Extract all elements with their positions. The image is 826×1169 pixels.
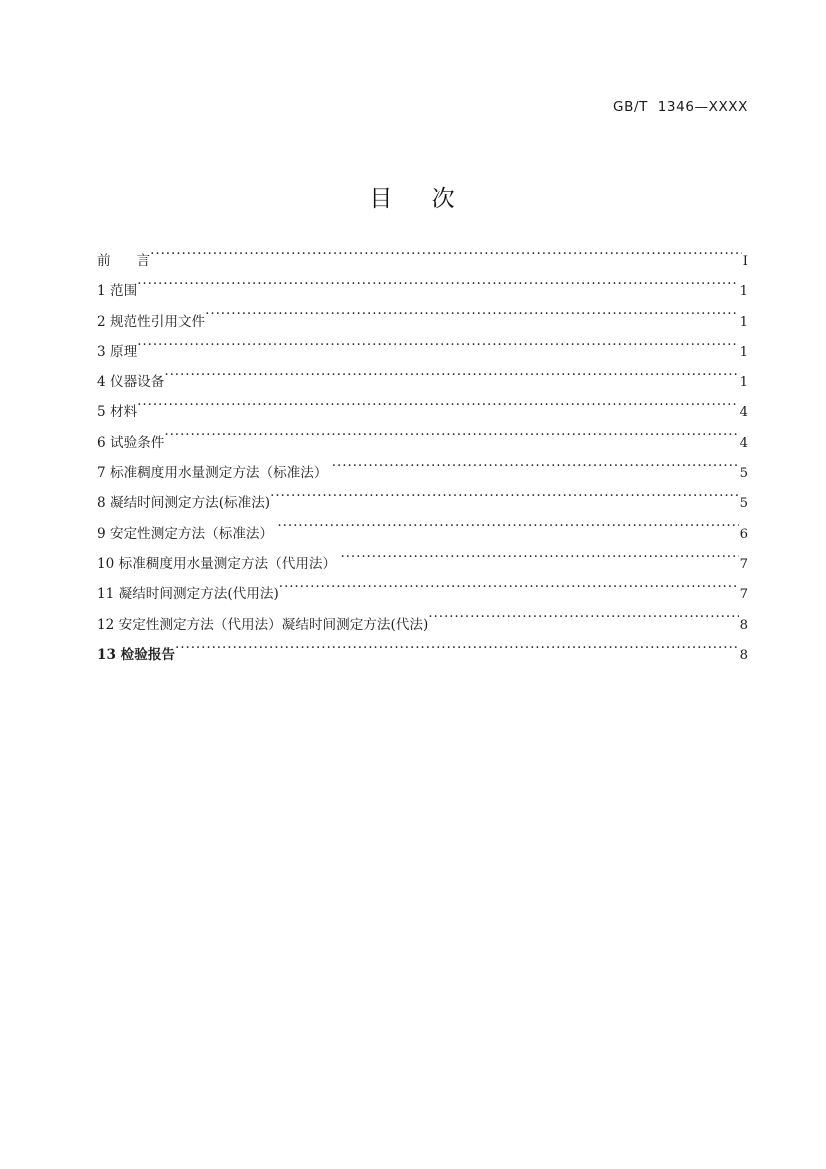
toc-leader-dots bbox=[137, 403, 738, 417]
toc-entry-page-number: 8 bbox=[739, 617, 748, 633]
toc-entry[interactable] bbox=[97, 276, 748, 306]
toc-entry-page-number: 4 bbox=[739, 435, 748, 451]
toc-entry-label: 5 材料 bbox=[97, 404, 138, 421]
toc-entry-label: 4 仪器设备 bbox=[97, 374, 165, 391]
toc-entry[interactable] bbox=[97, 519, 748, 549]
toc-entry-label: 3 原理 bbox=[97, 343, 138, 360]
toc-entry[interactable] bbox=[97, 367, 748, 397]
toc-entry-page-number: 7 bbox=[739, 587, 748, 603]
toc-entry-page-number: 1 bbox=[739, 375, 748, 391]
toc-entry-label: 12 安定性测定方法（代用法）凝结时间测定方法(代法) bbox=[97, 616, 429, 633]
toc-leader-dots bbox=[175, 645, 739, 659]
toc-entry-label: 9 安定性测定方法（标准法） bbox=[97, 525, 278, 542]
toc-entry-label: 2 规范性引用文件 bbox=[97, 313, 206, 330]
toc-leader-dots bbox=[164, 373, 738, 387]
toc-entry[interactable] bbox=[97, 549, 748, 579]
toc-entry-page-number: 6 bbox=[739, 526, 748, 542]
toc-entry-label: 10 标准稠度用水量测定方法（代用法） bbox=[97, 555, 341, 572]
toc-entry-page-number: 5 bbox=[739, 496, 748, 512]
toc-leader-dots bbox=[137, 342, 738, 356]
toc-entry-label: 前 言 bbox=[97, 253, 151, 269]
toc-entry[interactable] bbox=[97, 488, 748, 518]
toc-entry[interactable] bbox=[97, 397, 748, 427]
toc-entry-page-number: 8 bbox=[739, 647, 748, 663]
toc-entry-label: 1 范围 bbox=[97, 283, 138, 300]
toc-entry-page-number: 4 bbox=[739, 405, 748, 421]
toc-leader-dots bbox=[332, 463, 739, 477]
toc-entry-label: 13 检验报告 bbox=[97, 646, 176, 663]
toc-leader-dots bbox=[428, 615, 738, 629]
table-of-contents bbox=[97, 246, 748, 670]
toc-entry[interactable] bbox=[97, 640, 748, 670]
document-header-standard-number: GB/T 1346—XXXX bbox=[613, 99, 748, 115]
toc-entry[interactable] bbox=[97, 428, 748, 458]
toc-entry-page-number: 7 bbox=[739, 556, 748, 572]
toc-leader-dots bbox=[340, 554, 738, 568]
toc-leader-dots bbox=[164, 433, 738, 447]
toc-entry-label: 11 凝结时间测定方法(代用法) bbox=[97, 586, 279, 603]
toc-entry[interactable] bbox=[97, 458, 748, 488]
toc-entry-page-number: 5 bbox=[739, 466, 748, 482]
toc-leader-dots bbox=[205, 312, 738, 326]
toc-entry-label: 8 凝结时间测定方法(标准法) bbox=[97, 495, 271, 512]
page-title: 目 次 bbox=[369, 186, 457, 212]
toc-entry-page-number: 1 bbox=[739, 314, 748, 330]
toc-leader-dots bbox=[279, 585, 739, 599]
toc-entry[interactable] bbox=[97, 307, 748, 337]
toc-entry[interactable] bbox=[97, 246, 748, 276]
toc-leader-dots bbox=[137, 282, 738, 296]
toc-entry-label: 6 试验条件 bbox=[97, 434, 165, 451]
toc-entry-page-number: 1 bbox=[739, 344, 748, 360]
toc-entry[interactable] bbox=[97, 579, 748, 609]
toc-entry[interactable] bbox=[97, 337, 748, 367]
toc-leader-dots bbox=[277, 524, 738, 538]
toc-entry-page-number: I bbox=[742, 254, 748, 269]
toc-entry-page-number: 1 bbox=[739, 284, 748, 300]
toc-leader-dots bbox=[270, 494, 739, 508]
toc-entry[interactable] bbox=[97, 610, 748, 640]
toc-entry-label: 7 标准稠度用水量测定方法（标准法） bbox=[97, 465, 332, 482]
toc-leader-dots bbox=[150, 251, 742, 265]
